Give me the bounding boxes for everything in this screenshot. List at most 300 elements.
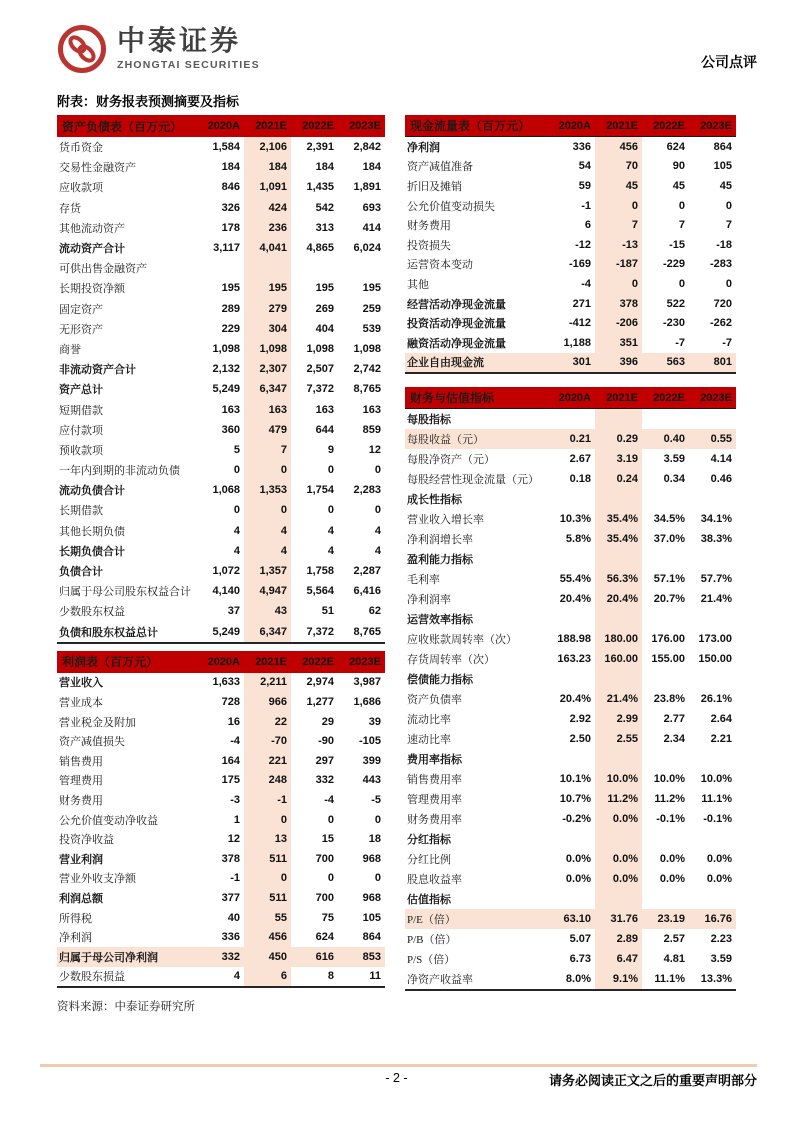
row-label: 营业税金及附加 — [59, 716, 136, 729]
table-cell: 5,564 — [306, 585, 334, 598]
table-cell: 0.46 — [710, 473, 732, 486]
table-row — [405, 969, 736, 989]
table-row — [405, 215, 736, 235]
table-cell: 1,758 — [306, 565, 334, 578]
table-row — [405, 849, 736, 869]
table-row — [57, 561, 385, 581]
table-cell: 297 — [315, 754, 334, 767]
table-row — [405, 235, 736, 255]
table-row — [57, 888, 385, 908]
row-label: 其他流动资产 — [59, 222, 125, 235]
row-label: P/B（倍） — [407, 934, 457, 947]
table-cell: 720 — [713, 297, 732, 310]
table-cell: 0 — [725, 199, 732, 212]
table-cell: 279 — [244, 299, 291, 319]
table-cell: 326 — [221, 201, 240, 214]
table-row — [405, 529, 736, 549]
table-cell: 414 — [362, 221, 381, 234]
table-cell: 1,072 — [212, 565, 240, 578]
table-row — [57, 440, 385, 460]
table-cell: 259 — [362, 302, 381, 315]
table-row — [405, 157, 736, 177]
table-cell: 7 — [595, 215, 642, 235]
table-cell: 10.0% — [700, 773, 732, 786]
row-label: 流动资产合计 — [59, 243, 125, 256]
table-title: 利润表（百万元） — [62, 655, 159, 670]
table-row — [57, 790, 385, 810]
row-label: 管理费用率 — [407, 794, 462, 807]
table-cell: 1,091 — [244, 177, 291, 197]
table-cell: 351 — [595, 333, 642, 353]
table-cell: 10.3% — [559, 513, 591, 526]
table-cell: 846 — [221, 181, 240, 194]
table-cell: 693 — [362, 201, 381, 214]
table-cell: 0.24 — [595, 469, 642, 489]
table-cell: 2,974 — [306, 676, 334, 689]
table-cell: 184 — [244, 157, 291, 177]
row-label: 速动比率 — [407, 734, 451, 747]
table-row — [405, 409, 736, 429]
table-cell — [595, 889, 642, 909]
row-label: 可供出售金融资产 — [59, 263, 147, 276]
table-row — [405, 313, 736, 333]
table-cell: -169 — [568, 258, 591, 271]
table-cell: 0.18 — [569, 473, 591, 486]
table-cell: 2,287 — [353, 565, 381, 578]
table-cell: 0 — [244, 500, 291, 520]
table-cell: 21.4% — [700, 593, 732, 606]
row-label: 长期负债合计 — [59, 545, 125, 558]
row-label: 营业收入 — [59, 677, 103, 690]
row-label: 盈利能力指标 — [407, 554, 473, 567]
table-cell: -7 — [722, 336, 732, 349]
table-cell: 2.92 — [569, 713, 591, 726]
row-label: 资产减值准备 — [407, 161, 473, 174]
table-cell: 399 — [362, 754, 381, 767]
table-row — [57, 692, 385, 712]
table-cell: 221 — [244, 751, 291, 771]
table-cell: 155.00 — [651, 653, 685, 666]
table-cell: 29 — [321, 715, 334, 728]
table-cell: 0 — [327, 464, 334, 477]
table-cell: 6,024 — [353, 242, 381, 255]
table-cell: 0 — [595, 274, 642, 294]
table-cell: 332 — [221, 950, 240, 963]
row-label: 营业外收支净额 — [59, 873, 136, 886]
table-cell: 26.1% — [700, 693, 732, 706]
table-cell: 184 — [315, 161, 334, 174]
table-row — [57, 810, 385, 830]
table-cell: 10.0% — [653, 773, 685, 786]
table-cell: -3 — [230, 794, 240, 807]
table-cell: 700 — [315, 852, 334, 865]
row-label: 估值指标 — [407, 894, 451, 907]
table-cell: 2,132 — [212, 363, 240, 376]
row-label: 分红比例 — [407, 854, 451, 867]
row-label: 每股经营性现金流量（元） — [407, 474, 539, 487]
table-cell: 2,283 — [353, 484, 381, 497]
table-header-row — [405, 115, 736, 137]
table-cell: 59 — [578, 179, 591, 192]
table-cell: 332 — [315, 774, 334, 787]
table-cell: 624 — [666, 140, 685, 153]
row-label: 负债合计 — [59, 566, 103, 579]
table-cell: 10.1% — [559, 773, 591, 786]
table-cell: 175 — [221, 774, 240, 787]
column-header: 2021E — [255, 120, 287, 132]
table-row — [57, 673, 385, 693]
table-cell — [595, 549, 642, 569]
table-cell: 12 — [368, 443, 381, 456]
table-cell: 0 — [233, 504, 240, 517]
table-cell: 55 — [244, 908, 291, 928]
table-cell: 1,754 — [306, 484, 334, 497]
table-cell: 5,249 — [212, 383, 240, 396]
table-cell: 248 — [244, 771, 291, 791]
table-cell: 859 — [362, 423, 381, 436]
table-cell: 0 — [725, 277, 732, 290]
table-cell: 38.3% — [700, 533, 732, 546]
table-row — [405, 294, 736, 314]
row-label: 非流动资产合计 — [59, 364, 136, 377]
footer-divider — [40, 1064, 757, 1067]
table-cell: 1,353 — [244, 480, 291, 500]
row-label: 净利润率 — [407, 594, 451, 607]
row-label: 经营活动净现金流量 — [407, 298, 506, 311]
table-row — [57, 258, 385, 278]
table-row — [57, 521, 385, 541]
table-cell: 1,188 — [563, 336, 591, 349]
table-cell: 396 — [595, 353, 642, 373]
table-cell: 479 — [244, 420, 291, 440]
table-cell: 178 — [221, 221, 240, 234]
table-cell: 105 — [362, 911, 381, 924]
table-row — [405, 509, 736, 529]
row-label: 归属于母公司股东权益合计 — [59, 586, 191, 599]
table-row — [405, 429, 736, 449]
row-label: 每股指标 — [407, 414, 451, 427]
row-label: 净利润增长率 — [407, 534, 473, 547]
table-row — [405, 889, 736, 909]
table-cell: 450 — [244, 947, 291, 967]
table-cell: 11 — [369, 970, 381, 983]
row-label: 资产总计 — [59, 384, 103, 397]
table-cell: 34.1% — [700, 513, 732, 526]
table-row — [405, 949, 736, 969]
page-title: 附表：财务报表预测摘要及指标 — [57, 94, 240, 109]
row-label: 净利润 — [407, 141, 440, 154]
table-cell: 160.00 — [595, 649, 642, 669]
table-cell: -70 — [244, 731, 291, 751]
table-cell: 35.4% — [595, 529, 642, 549]
left-column — [57, 115, 385, 1014]
table-cell: 0 — [374, 464, 381, 477]
table-row — [57, 420, 385, 440]
table-cell: 163 — [221, 403, 240, 416]
row-label: 融资活动净现金流量 — [407, 337, 506, 350]
table-cell: 6 — [244, 967, 291, 987]
table-cell: 10.7% — [559, 793, 591, 806]
row-label: 营业成本 — [59, 697, 103, 710]
table-cell: 563 — [666, 356, 685, 369]
row-label: 管理费用 — [59, 775, 103, 788]
table-cell: 7,372 — [306, 625, 334, 638]
table-cell: 23.19 — [657, 913, 685, 926]
table-cell: -412 — [568, 317, 591, 330]
table-row — [405, 449, 736, 469]
table-cell: 2.99 — [595, 709, 642, 729]
row-label: 净利润 — [59, 932, 92, 945]
table-cell: 443 — [362, 774, 381, 787]
table-cell: 4 — [327, 524, 334, 537]
table-cell: 45 — [595, 176, 642, 196]
table-cell: 184 — [362, 161, 381, 174]
row-label: 负债和股东权益总计 — [59, 626, 158, 639]
table-row — [405, 809, 736, 829]
table-cell: 864 — [362, 931, 381, 944]
table-cell: 90 — [672, 160, 685, 173]
row-label: 其他长期负债 — [59, 525, 125, 538]
table-cell: 4.14 — [710, 453, 732, 466]
table-cell: 20.7% — [653, 593, 685, 606]
table-cell: 7 — [244, 440, 291, 460]
table-cell: 1 — [233, 813, 240, 826]
table-cell: 4 — [233, 970, 240, 983]
table-cell: 11.1% — [654, 973, 685, 986]
table-cell: 20.4% — [595, 589, 642, 609]
zhongtai-logo-icon — [57, 24, 107, 74]
table-cell: -187 — [595, 255, 642, 275]
table-cell: 23.8% — [653, 693, 685, 706]
row-label: 毛利率 — [407, 574, 440, 587]
table-row — [57, 238, 385, 258]
table-cell: 9 — [327, 443, 334, 456]
row-label: 销售费用 — [59, 755, 103, 768]
table-cell: 644 — [315, 423, 334, 436]
table-cell: 37.0% — [653, 533, 685, 546]
row-label: 企业自由现金流 — [407, 357, 484, 370]
table-cell: 313 — [315, 221, 334, 234]
table-cell: 0.0% — [595, 809, 642, 829]
table-row — [405, 353, 736, 373]
table-cell: 163 — [362, 403, 381, 416]
table-cell: 13.3% — [700, 973, 732, 986]
table-cell — [595, 609, 642, 629]
table-cell: 2.89 — [595, 929, 642, 949]
table-row — [57, 218, 385, 238]
row-label: 商誉 — [59, 343, 81, 356]
table-cell: 1,633 — [212, 676, 240, 689]
table-cell: 3.59 — [663, 453, 685, 466]
table-row — [57, 849, 385, 869]
table-cell: 8,765 — [353, 625, 381, 638]
table-cell: 1,098 — [244, 339, 291, 359]
table-cell: 5.07 — [569, 933, 591, 946]
row-label: 货币资金 — [59, 142, 103, 155]
table-cell: 4 — [374, 524, 381, 537]
table-cell: 2.57 — [663, 933, 685, 946]
table-row — [405, 137, 736, 157]
table-cell: -4 — [581, 277, 591, 290]
table-row — [57, 399, 385, 419]
table-cell: 456 — [244, 927, 291, 947]
table-cell: 728 — [221, 696, 240, 709]
table-row — [57, 751, 385, 771]
table-cell: 4 — [327, 544, 334, 557]
table-cell: -0.1% — [703, 813, 732, 826]
table-cell: 853 — [362, 950, 381, 963]
row-label: 流动比率 — [407, 714, 451, 727]
table-cell: 511 — [244, 888, 291, 908]
table-row — [405, 869, 736, 889]
table-cell: 2,391 — [306, 141, 334, 154]
table-cell: 39 — [368, 715, 381, 728]
table-cell: 1,891 — [353, 181, 381, 194]
table-cell: 404 — [315, 322, 334, 335]
table-cell: 9.1% — [595, 969, 642, 989]
table-row — [57, 319, 385, 339]
table-cell: 2.34 — [663, 733, 685, 746]
table-cell: 542 — [315, 201, 334, 214]
source-note: 资料来源：中泰证券研究所 — [57, 1001, 195, 1014]
table-cell: 1,098 — [212, 342, 240, 355]
column-header: 2022E — [653, 391, 685, 404]
table-cell: 0 — [374, 872, 381, 885]
income-statement-table — [57, 651, 385, 989]
table-cell: 180.00 — [595, 629, 642, 649]
table-row — [405, 609, 736, 629]
table-cell: 1,068 — [212, 484, 240, 497]
column-header: 2020A — [207, 655, 240, 668]
row-label: 所得税 — [59, 912, 92, 925]
table-cell — [595, 409, 642, 429]
row-label: 财务费用率 — [407, 814, 462, 827]
table-cell: 1,584 — [212, 141, 240, 154]
table-cell — [595, 489, 642, 509]
table-cell: 75 — [321, 911, 334, 924]
row-label: 应收账款周转率（次） — [407, 634, 517, 647]
row-label: 存货周转率（次） — [407, 654, 495, 667]
table-cell: 0 — [244, 810, 291, 830]
table-cell: 700 — [315, 892, 334, 905]
table-row — [57, 622, 385, 642]
table-cell: 0 — [327, 872, 334, 885]
table-row — [57, 541, 385, 561]
table-cell: 31.76 — [595, 909, 642, 929]
table-cell: 3,117 — [213, 242, 240, 255]
table-cell: 2.21 — [710, 733, 732, 746]
row-label: 资产负债率 — [407, 694, 462, 707]
table-cell: 70 — [595, 157, 642, 177]
table-cell: 8,765 — [353, 383, 381, 396]
table-row — [405, 829, 736, 849]
row-label: 流动负债合计 — [59, 485, 125, 498]
table-cell: 62 — [368, 605, 381, 618]
table-cell: 801 — [713, 356, 732, 369]
table-header-row — [57, 651, 385, 673]
table-cell: 163.23 — [557, 653, 591, 666]
table-cell: 4.81 — [663, 953, 685, 966]
table-cell: -7 — [675, 336, 685, 349]
table-cell: 269 — [315, 302, 334, 315]
table-row — [405, 629, 736, 649]
table-row — [57, 177, 385, 197]
table-cell: 188.98 — [557, 633, 591, 646]
table-row — [57, 137, 385, 157]
table-cell: 55.4% — [559, 573, 591, 586]
table-cell: 1,098 — [353, 342, 381, 355]
row-label: 每股净资产（元） — [407, 454, 495, 467]
row-label: 归属于母公司净利润 — [59, 951, 158, 964]
table-cell: -1 — [244, 790, 291, 810]
table-cell: 0.21 — [569, 433, 591, 446]
table-cell: 1,098 — [306, 342, 334, 355]
table-cell: 511 — [244, 849, 291, 869]
table-cell: 163 — [315, 403, 334, 416]
table-row — [405, 255, 736, 275]
table-cell: 34.5% — [653, 513, 685, 526]
row-label: 偿债能力指标 — [407, 674, 473, 687]
table-row — [405, 749, 736, 769]
table-cell: 2,106 — [244, 137, 291, 157]
table-cell: 43 — [244, 601, 291, 621]
table-cell: 150.00 — [698, 653, 732, 666]
table-cell: 301 — [572, 356, 591, 369]
row-label: 长期投资净额 — [59, 283, 125, 296]
table-row — [405, 176, 736, 196]
table-cell: 0.0% — [706, 853, 732, 866]
table-cell: 0 — [595, 196, 642, 216]
table-cell: 4,041 — [244, 238, 291, 258]
table-cell: -105 — [358, 735, 381, 748]
brand-logo — [57, 24, 260, 74]
column-header: 2020A — [558, 119, 591, 132]
column-header: 2021E — [606, 391, 638, 404]
table-cell: 0.0% — [706, 873, 732, 886]
row-label: 公允价值变动净收益 — [59, 814, 158, 827]
table-cell: 2,842 — [353, 141, 381, 154]
row-label: 成长性指标 — [407, 494, 462, 507]
table-cell: 18 — [368, 833, 381, 846]
column-header: 2020A — [558, 391, 591, 404]
table-cell: 21.4% — [595, 689, 642, 709]
column-header: 2022E — [302, 655, 334, 668]
table-cell: -0.2% — [562, 813, 591, 826]
column-header: 2021E — [255, 655, 287, 668]
table-cell: 864 — [713, 140, 732, 153]
row-label: 预收款项 — [59, 444, 103, 457]
table-cell: 424 — [244, 198, 291, 218]
table-cell: 616 — [315, 950, 334, 963]
row-label: 投资净收益 — [59, 834, 114, 847]
table-row — [57, 869, 385, 889]
table-cell: 195 — [221, 282, 240, 295]
table-cell: 4 — [374, 544, 381, 557]
table-cell: 0.0% — [595, 869, 642, 889]
table-cell: 54 — [578, 160, 591, 173]
row-label: 少数股东损益 — [59, 971, 125, 984]
table-cell: 1,357 — [244, 561, 291, 581]
row-label: 一年内到期的非流动负债 — [59, 465, 180, 478]
table-row — [405, 333, 736, 353]
table-row — [405, 549, 736, 569]
table-row — [57, 731, 385, 751]
table-cell: 63.10 — [563, 913, 591, 926]
table-cell: 56.3% — [595, 569, 642, 589]
column-header: 2021E — [606, 119, 638, 132]
table-cell: 12 — [227, 833, 240, 846]
table-cell: 6,347 — [244, 379, 291, 399]
